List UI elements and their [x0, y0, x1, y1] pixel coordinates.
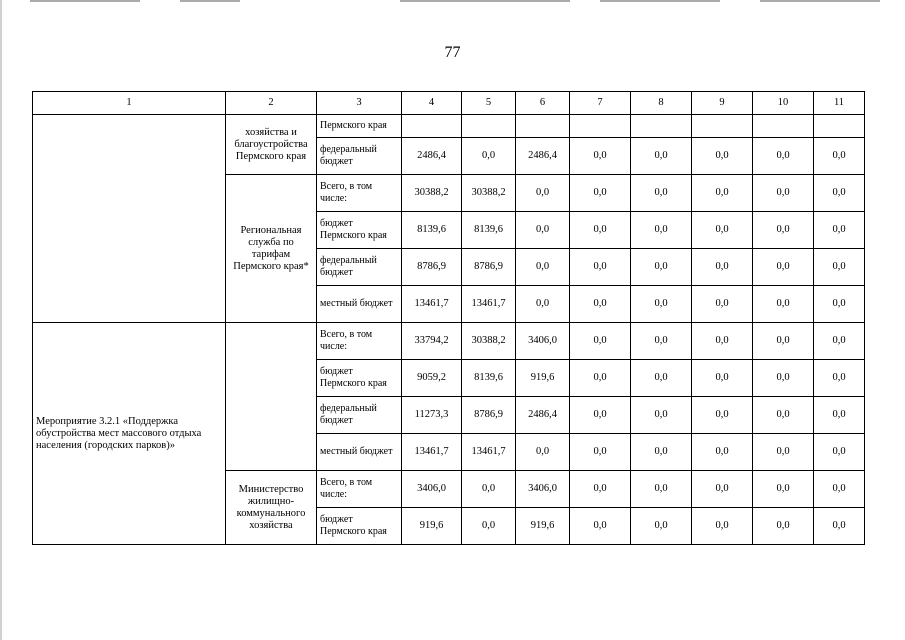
amount-cell: 0,0	[814, 212, 865, 249]
amount-cell: 8786,9	[402, 249, 462, 286]
amount-cell: 0,0	[570, 249, 631, 286]
amount-cell: 11273,3	[402, 397, 462, 434]
executor-name: хозяйства и благоустройства Пермского края	[226, 115, 317, 175]
empty-executor-cell	[226, 323, 317, 471]
amount-cell: 13461,7	[402, 434, 462, 471]
executor-name: Региональная служба по тарифам Пермского края*	[226, 175, 317, 323]
amount-cell: 919,6	[516, 360, 570, 397]
amount-cell: 30388,2	[462, 323, 516, 360]
amount-cell: 13461,7	[462, 434, 516, 471]
funding-source: бюджет Пермского края	[317, 508, 402, 545]
funding-source: Всего, в том числе:	[317, 471, 402, 508]
amount-cell: 33794,2	[402, 323, 462, 360]
funding-source: федеральный бюджет	[317, 138, 402, 175]
amount-cell	[631, 115, 692, 138]
column-number: 7	[570, 92, 631, 115]
amount-cell: 2486,4	[516, 138, 570, 175]
amount-cell: 0,0	[814, 360, 865, 397]
amount-cell: 30388,2	[402, 175, 462, 212]
page-edge-line	[600, 0, 720, 2]
amount-cell: 8139,6	[462, 212, 516, 249]
amount-cell: 0,0	[631, 323, 692, 360]
amount-cell: 0,0	[692, 249, 753, 286]
amount-cell: 0,0	[692, 360, 753, 397]
amount-cell: 0,0	[753, 397, 814, 434]
amount-cell: 0,0	[570, 138, 631, 175]
amount-cell: 0,0	[631, 397, 692, 434]
amount-cell: 0,0	[570, 434, 631, 471]
amount-cell: 0,0	[814, 323, 865, 360]
amount-cell	[753, 115, 814, 138]
page-edge-line	[400, 0, 570, 2]
amount-cell: 0,0	[753, 508, 814, 545]
amount-cell: 0,0	[570, 323, 631, 360]
amount-cell: 8139,6	[462, 360, 516, 397]
amount-cell: 0,0	[516, 212, 570, 249]
amount-cell: 0,0	[814, 471, 865, 508]
page-number: 77	[444, 44, 461, 61]
amount-cell: 0,0	[516, 175, 570, 212]
table-row	[33, 115, 865, 138]
amount-cell: 8786,9	[462, 397, 516, 434]
amount-cell: 0,0	[570, 212, 631, 249]
column-number: 11	[814, 92, 865, 115]
column-number: 2	[226, 92, 317, 115]
amount-cell: 0,0	[753, 249, 814, 286]
amount-cell: 0,0	[692, 434, 753, 471]
amount-cell: 8786,9	[462, 249, 516, 286]
amount-cell: 0,0	[814, 175, 865, 212]
amount-cell	[462, 115, 516, 138]
executor-name: Министерство жилищно-коммунального хозяйства	[226, 471, 317, 545]
amount-cell	[402, 115, 462, 138]
column-number: 10	[753, 92, 814, 115]
column-number: 4	[402, 92, 462, 115]
column-number: 3	[317, 92, 402, 115]
amount-cell: 0,0	[570, 508, 631, 545]
amount-cell: 0,0	[814, 508, 865, 545]
column-number: 8	[631, 92, 692, 115]
empty-measure-cell	[33, 115, 226, 323]
amount-cell: 0,0	[631, 138, 692, 175]
amount-cell: 0,0	[753, 175, 814, 212]
amount-cell: 0,0	[631, 434, 692, 471]
amount-cell: 0,0	[692, 175, 753, 212]
amount-cell: 0,0	[814, 138, 865, 175]
amount-cell: 13461,7	[402, 286, 462, 323]
amount-cell: 919,6	[402, 508, 462, 545]
funding-source: Пермского края	[317, 115, 402, 138]
amount-cell: 0,0	[570, 397, 631, 434]
table-row	[33, 323, 865, 360]
amount-cell: 8139,6	[402, 212, 462, 249]
amount-cell: 0,0	[692, 397, 753, 434]
amount-cell: 0,0	[570, 360, 631, 397]
amount-cell: 0,0	[631, 471, 692, 508]
funding-source: федеральный бюджет	[317, 249, 402, 286]
amount-cell: 0,0	[814, 286, 865, 323]
column-number: 6	[516, 92, 570, 115]
amount-cell	[814, 115, 865, 138]
amount-cell: 0,0	[516, 286, 570, 323]
amount-cell: 0,0	[753, 360, 814, 397]
amount-cell: 9059,2	[402, 360, 462, 397]
amount-cell: 0,0	[753, 212, 814, 249]
amount-cell: 0,0	[462, 508, 516, 545]
amount-cell: 3406,0	[516, 471, 570, 508]
amount-cell: 0,0	[814, 434, 865, 471]
funding-source: Всего, в том числе:	[317, 323, 402, 360]
amount-cell: 0,0	[692, 323, 753, 360]
amount-cell: 0,0	[570, 286, 631, 323]
page-edge-line	[30, 0, 140, 2]
amount-cell: 919,6	[516, 508, 570, 545]
amount-cell: 0,0	[462, 471, 516, 508]
funding-source: федеральный бюджет	[317, 397, 402, 434]
amount-cell: 0,0	[753, 434, 814, 471]
amount-cell: 0,0	[570, 175, 631, 212]
amount-cell: 3406,0	[402, 471, 462, 508]
amount-cell	[516, 115, 570, 138]
amount-cell: 0,0	[753, 323, 814, 360]
amount-cell: 0,0	[692, 286, 753, 323]
column-number: 1	[33, 92, 226, 115]
amount-cell: 0,0	[631, 360, 692, 397]
amount-cell: 0,0	[814, 397, 865, 434]
column-number: 9	[692, 92, 753, 115]
budget-table	[32, 91, 865, 545]
amount-cell: 0,0	[631, 286, 692, 323]
funding-source: Всего, в том числе:	[317, 175, 402, 212]
funding-source: местный бюджет	[317, 286, 402, 323]
amount-cell: 0,0	[570, 471, 631, 508]
amount-cell: 0,0	[692, 508, 753, 545]
amount-cell	[692, 115, 753, 138]
page-edge-line	[0, 0, 2, 640]
amount-cell: 3406,0	[516, 323, 570, 360]
amount-cell: 30388,2	[462, 175, 516, 212]
amount-cell: 0,0	[631, 175, 692, 212]
amount-cell: 0,0	[631, 249, 692, 286]
amount-cell: 0,0	[753, 471, 814, 508]
amount-cell: 0,0	[516, 249, 570, 286]
amount-cell: 0,0	[631, 212, 692, 249]
amount-cell: 0,0	[516, 434, 570, 471]
funding-source: бюджет Пермского края	[317, 212, 402, 249]
measure-name: Мероприятие 3.2.1 «Поддержка обустройства мест массового отдыха населения (городских парков)»	[33, 323, 226, 545]
amount-cell: 2486,4	[402, 138, 462, 175]
amount-cell: 0,0	[692, 471, 753, 508]
amount-cell: 0,0	[462, 138, 516, 175]
amount-cell: 0,0	[814, 249, 865, 286]
funding-source: бюджет Пермского края	[317, 360, 402, 397]
amount-cell: 0,0	[753, 138, 814, 175]
page-edge-line	[180, 0, 240, 2]
amount-cell: 0,0	[692, 138, 753, 175]
column-number: 5	[462, 92, 516, 115]
amount-cell	[570, 115, 631, 138]
funding-source: местный бюджет	[317, 434, 402, 471]
amount-cell: 2486,4	[516, 397, 570, 434]
column-number-row	[33, 92, 865, 115]
amount-cell: 0,0	[753, 286, 814, 323]
amount-cell: 13461,7	[462, 286, 516, 323]
amount-cell: 0,0	[631, 508, 692, 545]
amount-cell: 0,0	[692, 212, 753, 249]
page-edge-line	[760, 0, 880, 2]
